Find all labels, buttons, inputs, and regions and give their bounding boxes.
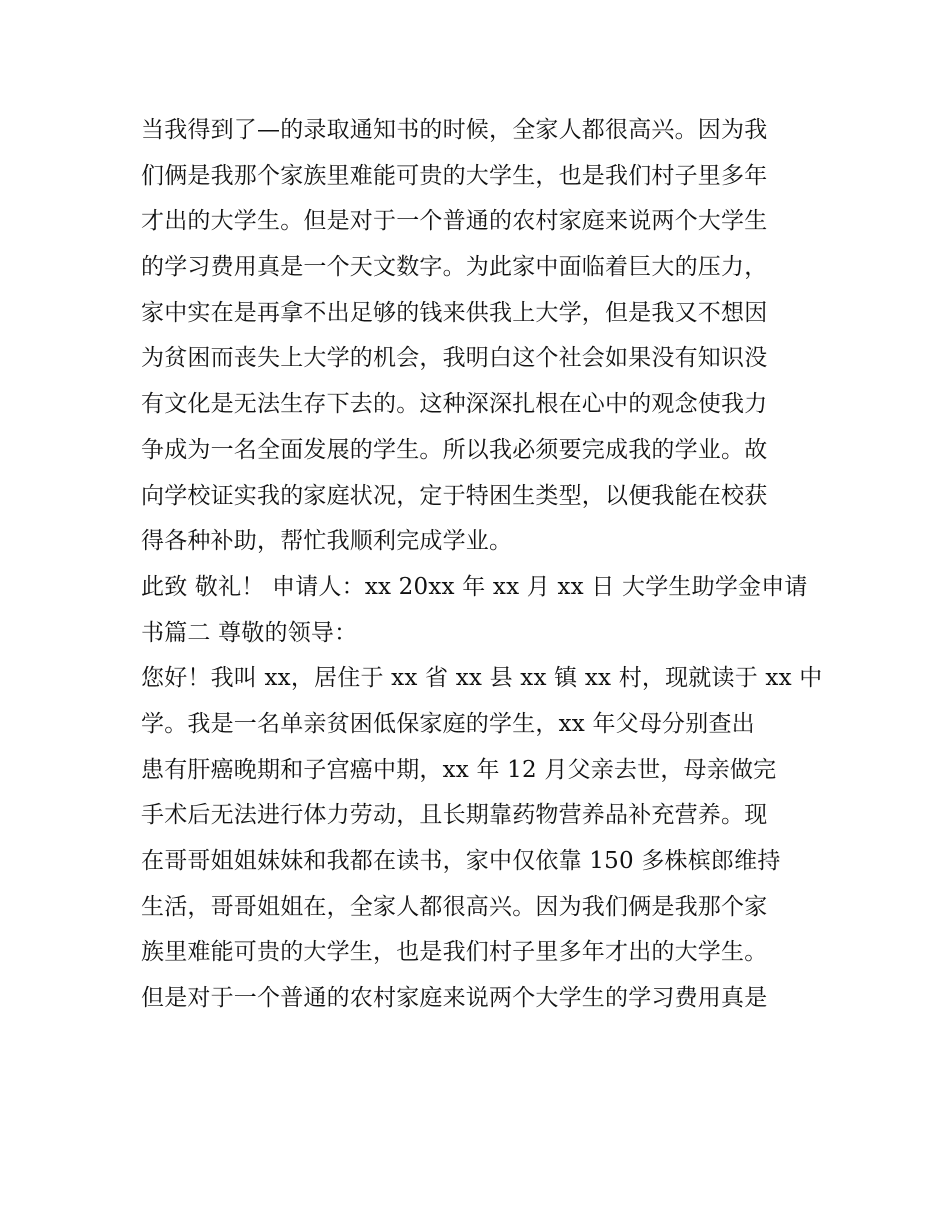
text-line: 的学习费用真是一个天文数字。为此家中面临着巨大的压力，: [141, 254, 768, 281]
text-line: 学。我是一名单亲贫困低保家庭的学生，xx 年父母分别查出: [141, 710, 755, 737]
document-body-text: [141, 108, 821, 1022]
text-line: 患有肝癌晚期和子宫癌中期，xx 年 12 月父亲去世，母亲做完: [141, 756, 777, 783]
text-line: 您好！我叫 xx，居住于 xx 省 xx 县 xx 镇 xx 村，现就读于 xx 中: [141, 665, 823, 692]
text-line: 家中实在是再拿不出足够的钱来供我上大学，但是我又不想因: [141, 299, 768, 326]
text-line: 在哥哥姐姐妹妹和我都在读书，家中仅依靠 150 多株槟郎维持: [141, 848, 781, 874]
text-line: 才出的大学生。但是对于一个普通的农村家庭来说两个大学生: [141, 208, 768, 235]
text-line: 生活，哥哥姐姐在，全家人都很高兴。因为我们俩是我那个家: [141, 893, 768, 920]
text-line: 但是对于一个普通的农村家庭来说两个大学生的学习费用真是: [141, 985, 768, 1012]
text-line: 族里难能可贵的大学生，也是我们村子里多年才出的大学生。: [141, 939, 768, 966]
text-line: 此致 敬礼！ 申请人：xx 20xx 年 xx 月 xx 日 大学生助学金申请: [141, 573, 808, 600]
text-line: 手术后无法进行体力劳动，且长期靠药物营养品补充营养。现: [141, 802, 768, 829]
text-line: 争成为一名全面发展的学生。所以我必须要完成我的学业。故: [141, 436, 768, 463]
text-line: 当我得到了—的录取通知书的时候，全家人都很高兴。因为我: [141, 117, 768, 143]
text-line: 为贫困而丧失上大学的机会，我明白这个社会如果没有知识没: [141, 345, 768, 372]
text-line: 得各种补助，帮忙我顺利完成学业。: [141, 528, 513, 555]
text-line: 们俩是我那个家族里难能可贵的大学生，也是我们村子里多年: [141, 162, 768, 189]
text-line: 有文化是无法生存下去的。这种深深扎根在心中的观念使我力: [141, 391, 768, 418]
text-line: 向学校证实我的家庭状况，定于特困生类型，以便我能在校获: [141, 482, 768, 509]
text-line: 书篇二 尊敬的领导：: [141, 619, 358, 646]
